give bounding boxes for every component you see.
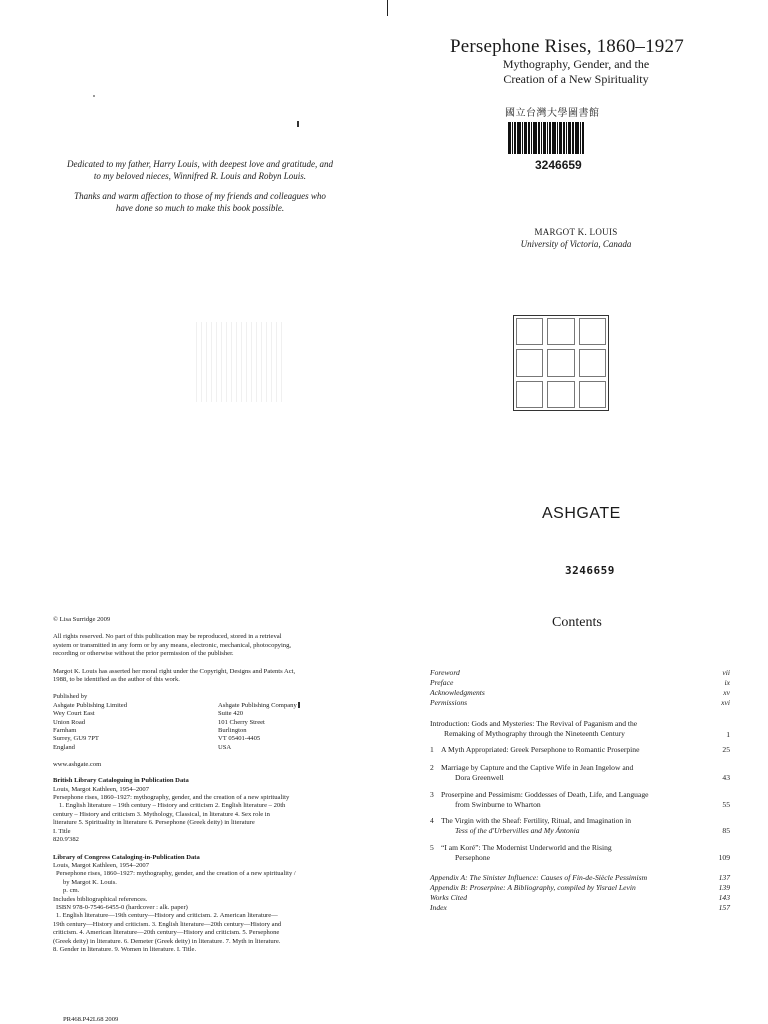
- author-name: MARGOT K. LOUIS: [534, 227, 618, 237]
- toc-page: 85: [722, 826, 730, 835]
- address-line: Surrey, GU9 7PT: [53, 735, 99, 743]
- toc-entry-chapter-4[interactable]: [430, 816, 730, 835]
- toc-page: 143: [718, 893, 730, 902]
- barcode-icon: [508, 122, 600, 154]
- toc-label: “I am Koré”: The Modernist Underworld and the Rising: [441, 843, 612, 852]
- toc-entry-chapter-2[interactable]: [430, 763, 730, 782]
- dedication-line: to my beloved nieces, Winnifred R. Louis and Robyn Louis.: [93, 170, 307, 181]
- scan-dot: [93, 95, 95, 97]
- toc-page: 157: [718, 903, 730, 912]
- cip-line: Louis, Margot Kathleen, 1954–2007: [53, 785, 150, 793]
- toc-label-continued: from Swinburne to Wharton: [455, 799, 541, 809]
- cip-line: 1. English literature—19th century—History and criticism. 2. American literature—: [56, 912, 278, 920]
- address-line: Ashgate Publishing Limited: [53, 701, 127, 709]
- toc-entry[interactable]: [430, 873, 730, 883]
- toc-page: 25: [722, 745, 730, 754]
- toc-label: Appendix A: The Sinister Influence: Causes of Fin-de-Siècle Pessimism: [430, 873, 648, 882]
- loc-cip-heading: [53, 854, 373, 862]
- toc-label: A Myth Appropriated: Greek Persephone to Romantic Proserpine: [441, 745, 640, 754]
- toc-page: 43: [722, 773, 730, 782]
- bl-cip-heading-text: British Library Cataloguing in Publication Data: [53, 777, 189, 785]
- toc-label-continued: Persephone: [455, 852, 491, 862]
- cip-line: Persephone rises, 1860–1927: mythography, gender, and the creation of a new spirituality /: [56, 870, 296, 878]
- contents-heading: Contents: [552, 615, 602, 630]
- toc-entry[interactable]: [430, 688, 730, 698]
- chapter-number: 2: [430, 763, 434, 772]
- cip-line: 1. English literature – 19th century – History and criticism 2. English literature – 20th: [59, 802, 286, 810]
- scan-mark: [297, 121, 299, 127]
- book-subtitle: [476, 57, 676, 87]
- toc-label: Appendix B: Proserpine: A Bibliography, compiled by Yisrael Levin: [430, 883, 636, 892]
- chapter-number: 4: [430, 816, 434, 825]
- address-line: VT 05401-4405: [218, 735, 261, 743]
- rights-line: system or transmitted in any form or by any means, electronic, mechanical, photocopying,: [53, 641, 292, 649]
- dedication: [40, 159, 360, 214]
- toc-label: Acknowledgments: [430, 688, 485, 697]
- toc-page: vii: [722, 668, 730, 677]
- toc-page: 1: [726, 730, 730, 739]
- cip-line: Persephone rises, 1860–1927: mythography, gender, and the creation of a new spirituality: [53, 794, 290, 802]
- cip-line: 8. Gender in literature. 9. Women in literature. I. Title.: [53, 945, 197, 953]
- rights-line: All rights reserved. No part of this publication may be reproduced, stored in a retrieval: [53, 633, 282, 641]
- cip-line: I. Title: [53, 827, 71, 835]
- toc-label: Index: [430, 903, 447, 912]
- copyright-page: [53, 616, 373, 954]
- toc-label: Marriage by Capture and the Captive Wife in Jean Ingelow and: [441, 763, 634, 772]
- address-line: England: [53, 743, 75, 751]
- cip-line: p. cm.: [63, 887, 80, 895]
- table-of-contents: [430, 668, 730, 912]
- cip-line: criticism. 4. American literature—20th century—History and criticism. 5. Persephone: [53, 929, 280, 937]
- address-line: 101 Cherry Street: [218, 718, 265, 726]
- toc-label-continued: Remaking of Mythography through the Nineteenth Century: [444, 728, 625, 738]
- publisher-addresses: [53, 702, 373, 753]
- cip-line: Includes bibliographical references.: [53, 895, 148, 903]
- address-line: Burlington: [218, 727, 247, 735]
- published-by: Published by: [53, 693, 88, 701]
- cip-line: century – History and criticism 3. Mythology, Classical, in literature 4. Sex role in: [53, 810, 270, 818]
- address-line: Farnham: [53, 727, 77, 735]
- toc-label: Introduction: Gods and Mysteries: The Revival of Paganism and the: [430, 719, 638, 728]
- toc-entry[interactable]: [430, 698, 730, 708]
- loc-cip-heading-text: Library of Congress Cataloging-in-Publication Data: [53, 853, 200, 861]
- publisher-logo: ASHGATE: [542, 505, 621, 522]
- toc-label-continued: Tess of the d'Urbervilles and My Ántonia: [455, 825, 580, 835]
- toc-label: Permissions: [430, 698, 468, 707]
- toc-label: Preface: [430, 678, 454, 687]
- toc-page: 55: [722, 800, 730, 809]
- copyright-line: © Lisa Surridge 2009: [53, 616, 111, 623]
- toc-page: xv: [723, 688, 730, 697]
- book-title: Persephone Rises, 1860–1927: [450, 36, 684, 57]
- us-address: [218, 702, 297, 752]
- chapter-number: 5: [430, 843, 434, 852]
- subtitle-line-1: Mythography, Gender, and the: [502, 57, 650, 71]
- chapter-number: 1: [430, 745, 434, 754]
- address-line: Ashgate Publishing Company: [218, 701, 297, 709]
- toc-entry[interactable]: [430, 883, 730, 893]
- address-line: Wey Court East: [53, 710, 95, 718]
- toc-entry-chapter-3[interactable]: [430, 790, 730, 809]
- library-seal-icon: [513, 315, 609, 411]
- toc-entry-introduction[interactable]: [430, 719, 730, 738]
- moral-rights-line: 1988, to be identified as the author of this work.: [53, 676, 180, 684]
- address-line: USA: [218, 743, 232, 751]
- uk-address: [53, 702, 127, 752]
- cip-line: Louis, Margot Kathleen, 1954–2007: [53, 861, 150, 869]
- toc-page: 137: [718, 873, 730, 882]
- cip-line: 820.9'382: [53, 836, 79, 844]
- toc-page: ix: [724, 678, 730, 687]
- cip-line: ISBN 978-0-7546-6455-0 (hardcover : alk. paper): [56, 903, 188, 911]
- cip-line: (Greek deity) in literature. 6. Demeter (Greek deity) in literature. 7. Myth in literature.: [53, 937, 281, 945]
- subtitle-line-2: Creation of a New Spirituality: [503, 72, 649, 86]
- dedication-line: Thanks and warm affection to those of my friends and colleagues who: [74, 191, 326, 201]
- toc-label-continued: Dora Greenwell: [455, 772, 504, 782]
- toc-entry[interactable]: [430, 678, 730, 688]
- moral-rights-line: Margot K. Louis has asserted her moral right under the Copyright, Designs and Patents Act,: [53, 667, 296, 675]
- rights-line: recording or otherwise without the prior permission of the publisher.: [53, 650, 234, 658]
- cip-line: 19th century—History and criticism. 3. English literature—20th century—History and: [53, 920, 282, 928]
- address-line: Union Road: [53, 718, 86, 726]
- toc-label: Works Cited: [430, 893, 468, 902]
- handwritten-number: 3246659: [565, 564, 615, 577]
- toc-entry[interactable]: [430, 903, 730, 913]
- toc-page: 109: [718, 853, 730, 862]
- barcode-number: 3246659: [535, 158, 582, 172]
- toc-entry[interactable]: [430, 668, 730, 678]
- address-line: Suite 420: [218, 710, 244, 718]
- dedication-line: Dedicated to my father, Harry Louis, with deepest love and gratitude, and: [67, 159, 333, 169]
- toc-label: Proserpine and Pessimism: Goddesses of Death, Life, and Language: [441, 790, 649, 799]
- dedication-line: have done so much to make this book possible.: [115, 202, 285, 213]
- faint-show-through: [196, 322, 284, 402]
- toc-entry-chapter-5[interactable]: [430, 843, 730, 862]
- toc-entry[interactable]: [430, 893, 730, 903]
- cip-line: literature 5. Spirituality in literature 6. Persephone (Greek deity) in literature: [53, 819, 255, 827]
- call-number: PR468.P42L68 2009: [63, 1016, 119, 1023]
- cip-line: by Margot K. Louis.: [63, 878, 117, 886]
- library-stamp: [505, 104, 615, 172]
- toc-page: 139: [718, 883, 730, 892]
- library-stamp-text: 國立台灣大學圖書館: [505, 108, 600, 119]
- toc-label: The Virgin with the Sheaf: Fertility, Ritual, and Imagination in: [441, 816, 632, 825]
- author-affiliation: University of Victoria, Canada: [520, 239, 632, 249]
- bl-cip-heading: [53, 777, 373, 785]
- toc-label: Foreword: [430, 668, 460, 677]
- toc-entry-chapter-1[interactable]: [430, 745, 730, 755]
- chapter-number: 3: [430, 790, 434, 799]
- website-link[interactable]: www.ashgate.com: [53, 760, 102, 768]
- toc-page: xvi: [721, 698, 730, 707]
- page-fold-line: [387, 0, 388, 16]
